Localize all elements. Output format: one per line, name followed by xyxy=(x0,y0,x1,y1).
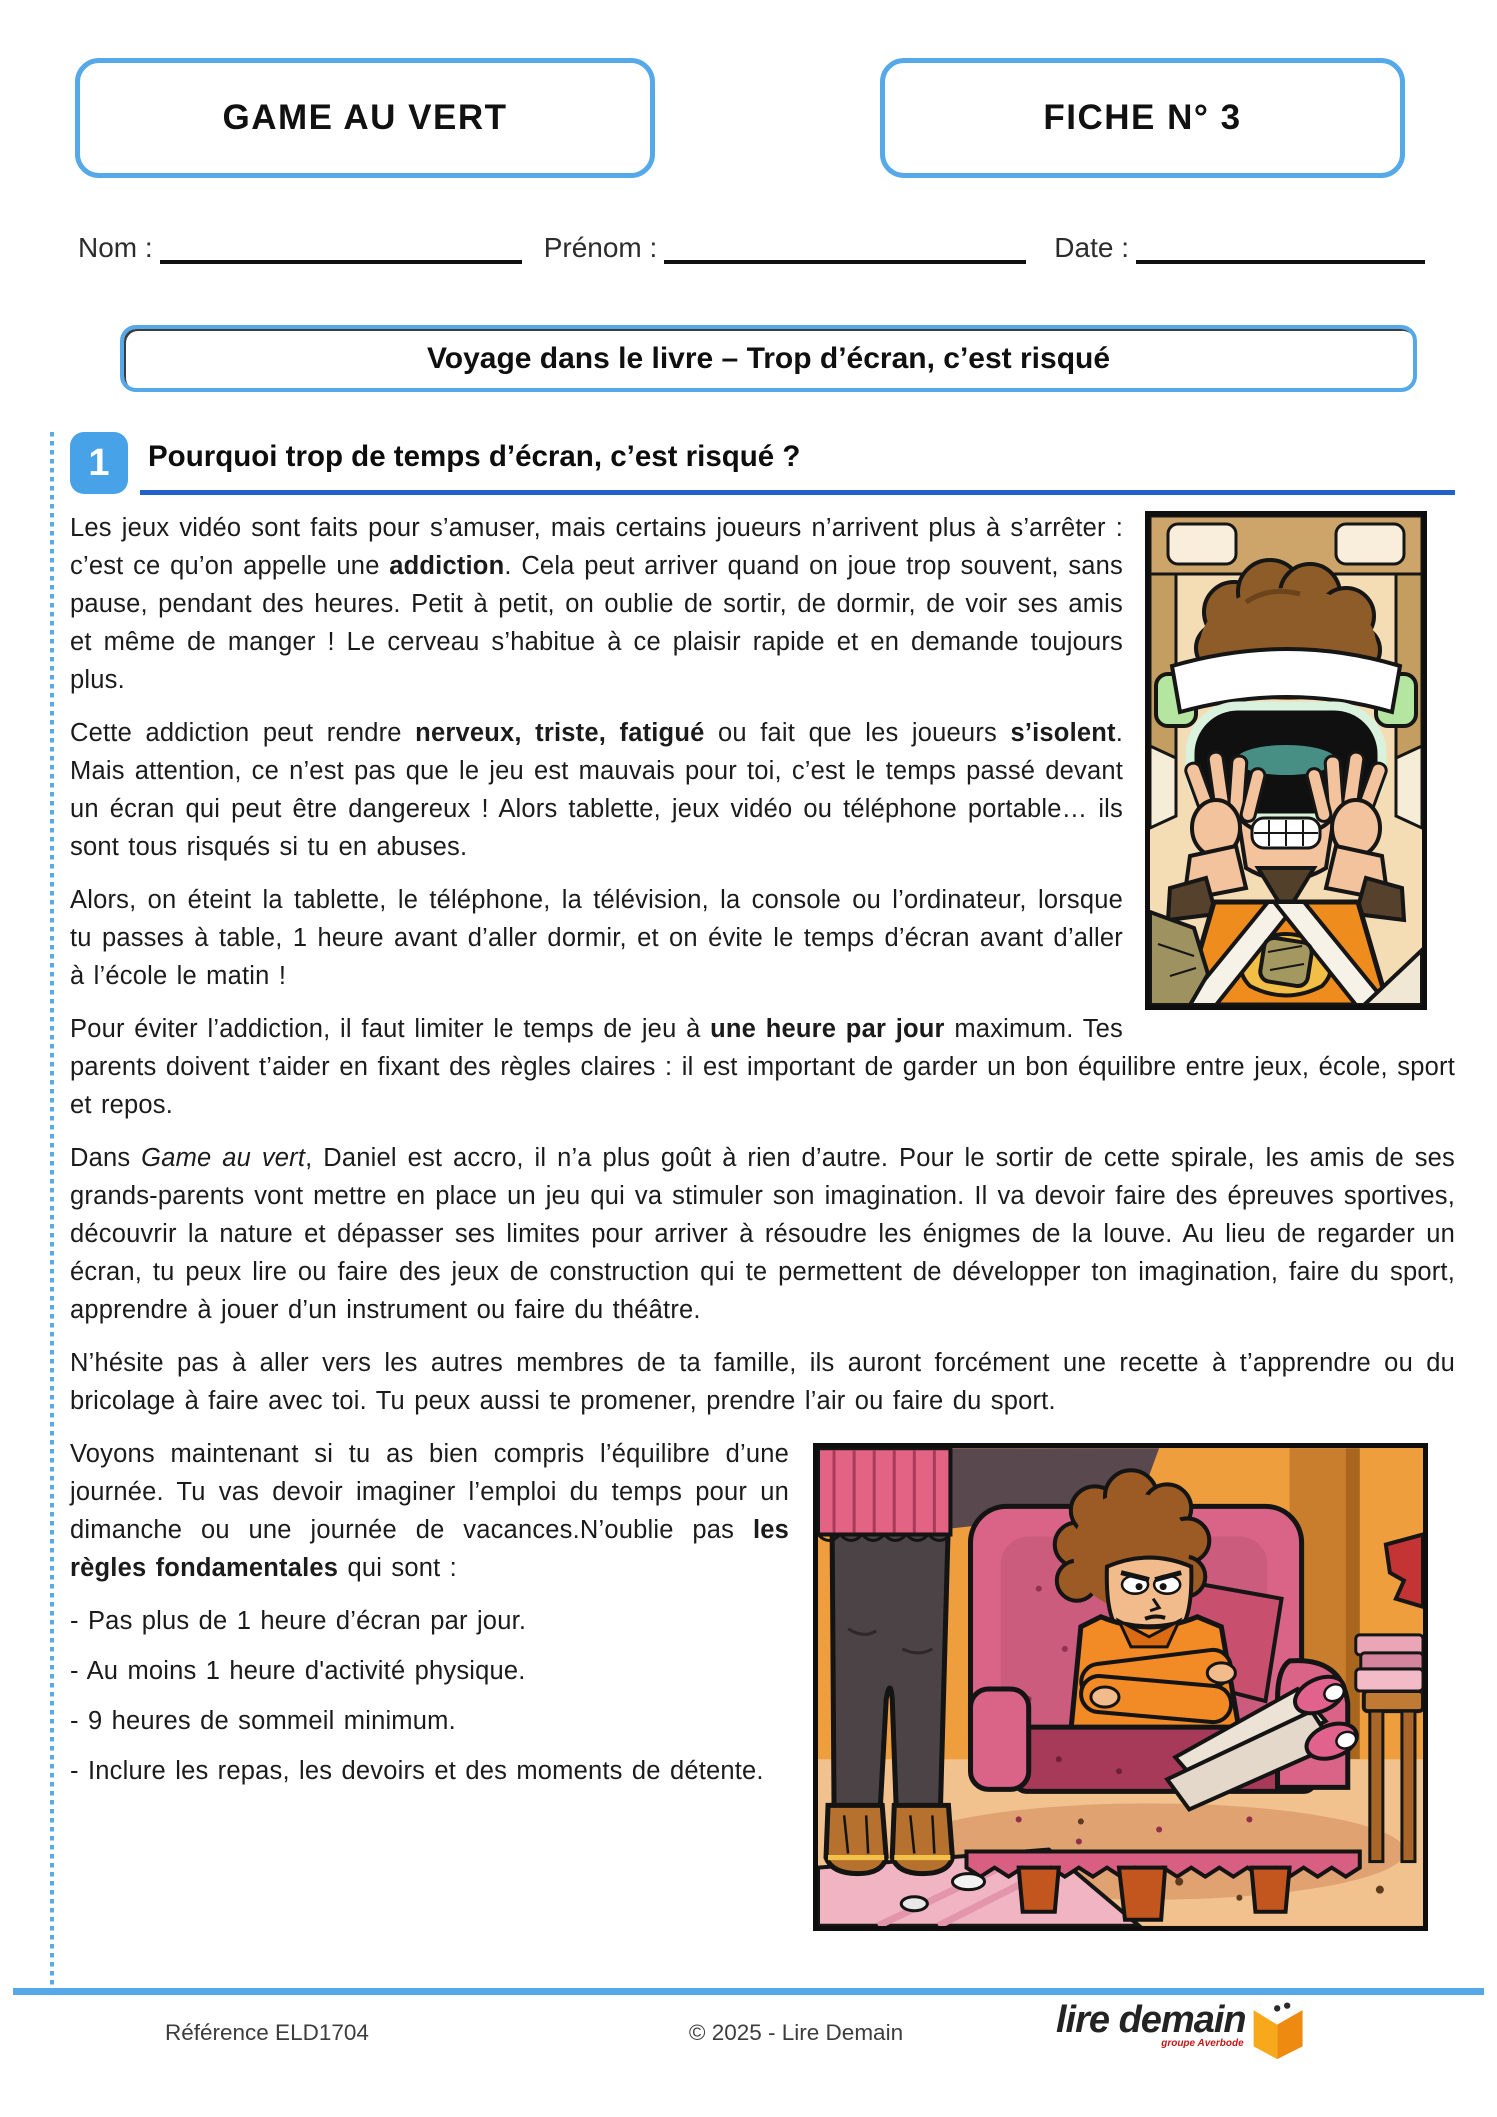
date-label: Date : xyxy=(1054,232,1129,263)
paragraph: Voyons maintenant si tu as bien compris l’équilibre d’une journée. Tu vas devoir imaginer l’emploi du temps pour un dimanche ou une journée de vacances.N’oublie pas les règles fondamentales qui sont : xyxy=(70,1440,789,1582)
prenom-blank-line xyxy=(664,234,1026,264)
rule-item: - Inclure les repas, les devoirs et des moments de détente. xyxy=(70,1757,764,1785)
fiche-number-box xyxy=(880,58,1405,178)
section-head xyxy=(70,432,1455,495)
date-blank-line xyxy=(1136,234,1425,264)
vr-kid-svg xyxy=(1150,516,1422,1005)
identity-row xyxy=(78,232,1425,264)
game-title: GAME AU VERT xyxy=(222,98,508,137)
paragraph: Alors, on éteint la tablette, le téléphone, la télévision, la console ou l’ordinateur, lorsque tu passes à table, 1 heure avant d’aller dormir, et on évite le temps d’écran avant d’aller à l’école le matin ! xyxy=(70,886,1123,990)
section-number-badge: 1 xyxy=(70,432,128,494)
open-book-icon xyxy=(1250,2000,1308,2062)
footer-reference: Référence ELD1704 xyxy=(165,2020,369,2045)
publisher-logo-subtext: groupe Averbode xyxy=(1161,2038,1244,2049)
publisher-logo xyxy=(1056,2000,1308,2062)
header-row xyxy=(75,0,1497,178)
fiche-number: FICHE N° 3 xyxy=(1043,98,1242,137)
game-title-box xyxy=(75,58,655,178)
prenom-label: Prénom : xyxy=(543,232,658,263)
article-body xyxy=(70,509,1455,1790)
paragraph: Dans Game au vert, Daniel est accro, il n’a plus goût à rien d’autre. Pour le sortir de cette spirale, les amis de ses grands-parents vont mettre en place un jeu qui va stimuler son imagination. Il va devoir faire des épreuves sportives, découvrir la nature et dépasser ses limites pour arriver à résoudre les énigmes de la louve. Au lieu de regarder un écran, tu peux lire ou faire des jeux de construction qui te permettent de développer ton imagination, faire du sport, apprendre à jouer d’un instrument ou faire du théâtre. xyxy=(70,1144,1455,1324)
nom-blank-line xyxy=(160,234,522,264)
title-banner-text: Voyage dans le livre – Trop d’écran, c’est risqué xyxy=(426,341,1111,375)
section-title: Pourquoi trop de temps d’écran, c’est risqué ? xyxy=(148,440,801,473)
paragraph: N’hésite pas à aller vers les autres membres de ta famille, ils auront forcément une recette à t’apprendre ou du bricolage à faire avec toi. Tu peux aussi te promener, prendre l’air ou faire du sport. xyxy=(70,1349,1455,1415)
footer-rule xyxy=(13,1988,1484,1995)
vr-kid-illustration xyxy=(1145,511,1427,1010)
publisher-logo-text: lire demain xyxy=(1056,1999,1246,2041)
section-underline xyxy=(140,490,1455,495)
nom-label: Nom : xyxy=(78,232,153,263)
paragraph: Pour éviter l’addiction, il faut limiter le temps de jeu à une heure par jour maximum. Tes parents doivent t’aider en fixant des règles claires : il est important de garder un bon équilibre entre jeux, école, sport et repos. xyxy=(70,1015,1455,1119)
publisher-logo-text-wrap xyxy=(1056,2000,1246,2049)
rule-item: - Au moins 1 heure d'activité physique. xyxy=(70,1657,526,1685)
title-banner xyxy=(120,325,1417,392)
paragraph: Les jeux vidéo sont faits pour s’amuser, mais certains joueurs n’arrivent plus à s’arrêter : c’est ce qu’on appelle une addiction. Cela peut arriver quand on joue trop souvent, sans pause, pendant des heures. Petit à petit, on oublie de sortir, de dormir, de voir ses amis et même de manger ! Le cerveau s’habitue à ce plaisir rapide et en demande toujours plus. xyxy=(70,514,1123,694)
footer-copyright: © 2025 - Lire Demain xyxy=(688,2020,904,2045)
left-margin-dashed-line xyxy=(50,432,54,1988)
armchair-kid-illustration xyxy=(813,1443,1428,1931)
paragraph: Cette addiction peut rendre nerveux, triste, fatigué ou fait que les joueurs s’isolent. Mais attention, ce n’est pas que le jeu est mauvais pour toi, c’est le temps passé devant un écran qui peut être dangereux ! Alors tablette, jeux vidéo ou téléphone portable… ils sont tous risqués si tu en abuses. xyxy=(70,719,1124,861)
rule-item: - 9 heures de sommeil minimum. xyxy=(70,1707,456,1735)
rule-item: - Pas plus de 1 heure d’écran par jour. xyxy=(70,1607,527,1635)
armchair-kid-svg xyxy=(818,1448,1423,1926)
